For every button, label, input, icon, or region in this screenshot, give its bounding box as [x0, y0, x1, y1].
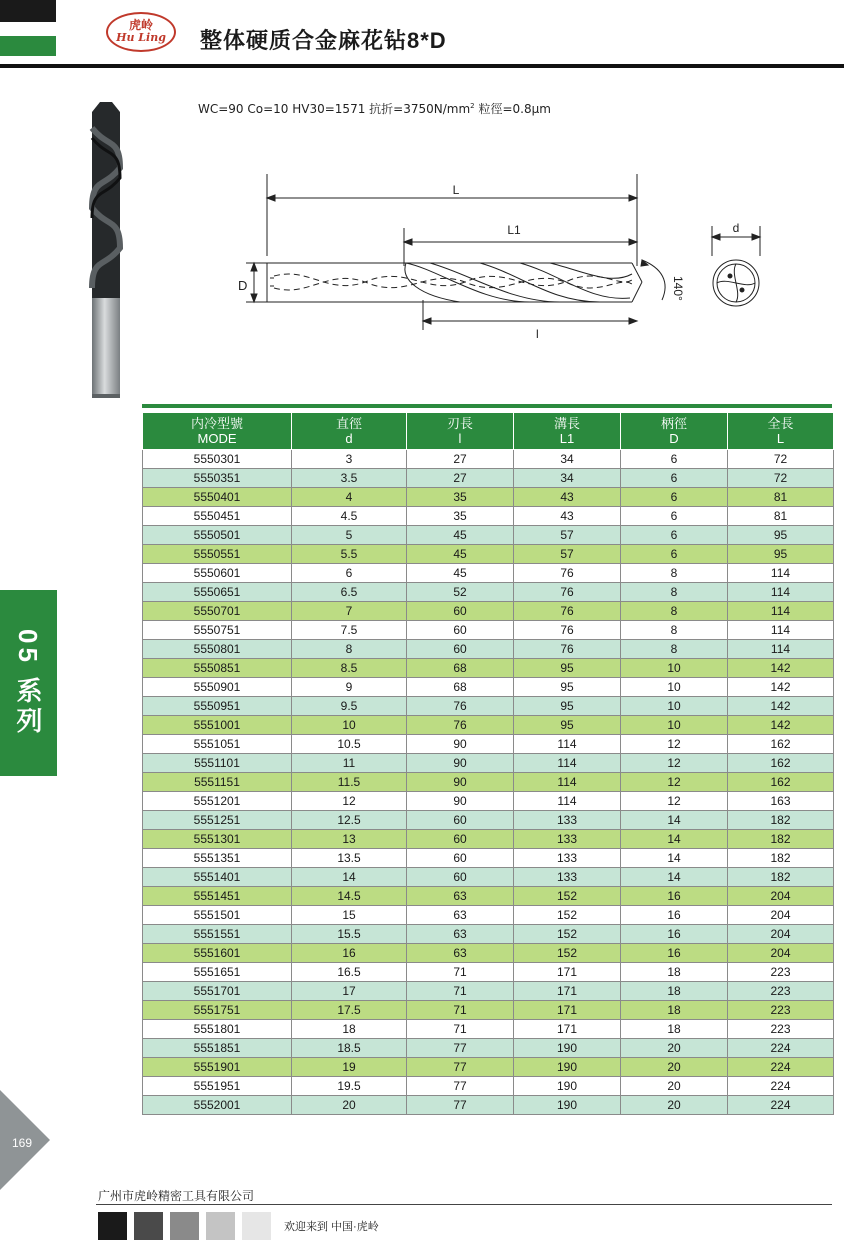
table-cell: 5551151 [143, 773, 292, 792]
table-cell: 5550551 [143, 545, 292, 564]
table-cell: 8 [621, 564, 728, 583]
table-cell: 14.5 [292, 887, 407, 906]
table-row [143, 963, 834, 982]
specs-suffix: 粒徑=0.8μm [474, 102, 551, 116]
dim-label-D: D [238, 278, 248, 293]
table-cell: 20 [621, 1077, 728, 1096]
table-cell: 5.5 [292, 545, 407, 564]
header-rule [0, 64, 844, 68]
table-cell: 16 [621, 925, 728, 944]
table-row [143, 469, 834, 488]
table-cell: 43 [514, 488, 621, 507]
table-cell: 71 [407, 1020, 514, 1039]
table-cell: 76 [407, 716, 514, 735]
table-cell: 223 [728, 1001, 834, 1020]
table-cell: 60 [407, 640, 514, 659]
table-cell: 162 [728, 773, 834, 792]
table-row [143, 944, 834, 963]
table-cell: 14 [621, 849, 728, 868]
table-cell: 90 [407, 754, 514, 773]
column-header-symbol: L [776, 431, 785, 446]
table-cell: 43 [514, 507, 621, 526]
table-cell: 90 [407, 792, 514, 811]
table-cell: 7.5 [292, 621, 407, 640]
column-header [621, 413, 728, 450]
table-cell: 171 [514, 963, 621, 982]
table-cell: 20 [621, 1096, 728, 1115]
table-row [143, 1020, 834, 1039]
table-cell: 63 [407, 887, 514, 906]
table-cell: 5551501 [143, 906, 292, 925]
table-cell: 34 [514, 469, 621, 488]
table-cell: 224 [728, 1058, 834, 1077]
table-cell: 12 [621, 735, 728, 754]
table-cell: 12 [621, 754, 728, 773]
table-cell: 114 [514, 735, 621, 754]
table-cell: 5551601 [143, 944, 292, 963]
table-cell: 18 [621, 1020, 728, 1039]
table-cell: 142 [728, 659, 834, 678]
table-cell: 60 [407, 830, 514, 849]
table-cell: 8 [621, 602, 728, 621]
table-row [143, 602, 834, 621]
table-cell: 190 [514, 1096, 621, 1115]
table-body [143, 450, 834, 1115]
table-cell: 171 [514, 1001, 621, 1020]
table-cell: 6 [621, 488, 728, 507]
logo-cn-text: 虎岭 [128, 18, 153, 32]
table-cell: 10 [621, 716, 728, 735]
table-cell: 12.5 [292, 811, 407, 830]
table-cell: 68 [407, 678, 514, 697]
table-cell: 114 [514, 773, 621, 792]
table-cell: 90 [407, 735, 514, 754]
table-row [143, 678, 834, 697]
table-cell: 152 [514, 887, 621, 906]
table-cell: 77 [407, 1096, 514, 1115]
table-row [143, 1096, 834, 1115]
table-cell: 224 [728, 1077, 834, 1096]
table-cell: 14 [621, 830, 728, 849]
table-cell: 57 [514, 526, 621, 545]
series-side-tab [0, 590, 57, 776]
table-row [143, 450, 834, 469]
table-cell: 114 [728, 583, 834, 602]
table-cell: 57 [514, 545, 621, 564]
color-swatch [170, 1212, 199, 1240]
table-cell: 5551451 [143, 887, 292, 906]
table-row [143, 621, 834, 640]
table-row [143, 545, 834, 564]
table-cell: 12 [621, 792, 728, 811]
table-cell: 15 [292, 906, 407, 925]
table-cell: 35 [407, 507, 514, 526]
specs-superscript: 2 [470, 102, 475, 110]
table-cell: 76 [514, 583, 621, 602]
table-cell: 133 [514, 868, 621, 887]
table-cell: 5550901 [143, 678, 292, 697]
table-cell: 133 [514, 811, 621, 830]
column-header [514, 413, 621, 450]
table-cell: 76 [514, 621, 621, 640]
table-cell: 133 [514, 830, 621, 849]
table-row [143, 659, 834, 678]
table-row [143, 754, 834, 773]
table-row [143, 697, 834, 716]
table-cell: 16 [621, 887, 728, 906]
table-cell: 5551951 [143, 1077, 292, 1096]
table-cell: 182 [728, 830, 834, 849]
table-cell: 5551251 [143, 811, 292, 830]
table-cell: 6 [621, 545, 728, 564]
table-cell: 182 [728, 868, 834, 887]
column-header-label: 直徑 [335, 416, 362, 431]
table-cell: 16 [621, 944, 728, 963]
table-cell: 27 [407, 450, 514, 469]
table-cell: 10 [292, 716, 407, 735]
column-header-label: 内冷型號 [190, 416, 243, 431]
column-header [728, 413, 834, 450]
table-cell: 45 [407, 526, 514, 545]
table-cell: 60 [407, 602, 514, 621]
table-cell: 77 [407, 1039, 514, 1058]
color-swatch [98, 1212, 127, 1240]
table-cell: 5551301 [143, 830, 292, 849]
table-cell: 224 [728, 1039, 834, 1058]
table-row [143, 887, 834, 906]
table-cell: 6 [621, 469, 728, 488]
column-header-symbol: d [345, 431, 353, 446]
table-row [143, 1001, 834, 1020]
table-cell: 152 [514, 906, 621, 925]
table-cell: 3.5 [292, 469, 407, 488]
table-cell: 5550301 [143, 450, 292, 469]
table-cell: 63 [407, 925, 514, 944]
table-cell: 5551351 [143, 849, 292, 868]
table-cell: 95 [514, 659, 621, 678]
table-cell: 171 [514, 1020, 621, 1039]
table-cell: 52 [407, 583, 514, 602]
drill-diagram [230, 170, 790, 350]
table-cell: 7 [292, 602, 407, 621]
table-cell: 95 [514, 678, 621, 697]
column-header-symbol: MODE [197, 431, 237, 446]
table-cell: 10 [621, 659, 728, 678]
footer-rule [96, 1204, 832, 1205]
table-cell: 16 [292, 944, 407, 963]
table-cell: 77 [407, 1058, 514, 1077]
table-cell: 77 [407, 1077, 514, 1096]
table-cell: 190 [514, 1077, 621, 1096]
table-cell: 14 [292, 868, 407, 887]
table-cell: 76 [514, 564, 621, 583]
table-row [143, 640, 834, 659]
table-cell: 5552001 [143, 1096, 292, 1115]
table-cell: 142 [728, 678, 834, 697]
table-cell: 8 [621, 621, 728, 640]
table-cell: 12 [621, 773, 728, 792]
table-cell: 163 [728, 792, 834, 811]
table-row [143, 583, 834, 602]
table-cell: 20 [292, 1096, 407, 1115]
table-row [143, 773, 834, 792]
table-cell: 152 [514, 925, 621, 944]
specs-text: WC=90 Co=10 HV30=1571 抗折=3750N/mm [198, 102, 471, 116]
table-cell: 5551801 [143, 1020, 292, 1039]
dim-label-L: L [452, 183, 460, 197]
table-cell: 12 [292, 792, 407, 811]
column-header-symbol: l [458, 431, 462, 446]
table-cell: 5550501 [143, 526, 292, 545]
table-cell: 13.5 [292, 849, 407, 868]
drill-photo [78, 98, 134, 400]
color-swatch [134, 1212, 163, 1240]
table-cell: 114 [728, 564, 834, 583]
table-cell: 223 [728, 982, 834, 1001]
table-cell: 71 [407, 963, 514, 982]
table-cell: 5551051 [143, 735, 292, 754]
table-cell: 9 [292, 678, 407, 697]
series-label: 05 系列 [13, 628, 43, 738]
table-cell: 45 [407, 545, 514, 564]
header-black-bar [0, 0, 56, 22]
table-cell: 114 [514, 754, 621, 773]
table-cell: 6 [621, 526, 728, 545]
table-cell: 5550601 [143, 564, 292, 583]
table-cell: 204 [728, 887, 834, 906]
dim-label-L1: L1 [507, 223, 521, 237]
table-row [143, 1058, 834, 1077]
table-cell: 114 [728, 640, 834, 659]
table-cell: 18 [292, 1020, 407, 1039]
table-cell: 81 [728, 507, 834, 526]
table-cell: 60 [407, 811, 514, 830]
table-cell: 5550751 [143, 621, 292, 640]
table-cell: 5550851 [143, 659, 292, 678]
table-cell: 190 [514, 1039, 621, 1058]
table-cell: 142 [728, 716, 834, 735]
table-cell: 162 [728, 735, 834, 754]
table-cell: 190 [514, 1058, 621, 1077]
spec-table [142, 412, 834, 1115]
table-cell: 95 [728, 526, 834, 545]
table-cell: 6 [621, 450, 728, 469]
table-row [143, 925, 834, 944]
table-cell: 5551551 [143, 925, 292, 944]
table-cell: 6 [292, 564, 407, 583]
table-cell: 16.5 [292, 963, 407, 982]
page-number: 169 [12, 1136, 33, 1150]
dim-label-angle: 140° [671, 276, 685, 301]
table-cell: 4.5 [292, 507, 407, 526]
page-title: 整体硬质合金麻花钻8*D [200, 28, 447, 53]
table-row [143, 811, 834, 830]
table-cell: 114 [728, 602, 834, 621]
table-cell: 5 [292, 526, 407, 545]
table-cell: 19.5 [292, 1077, 407, 1096]
table-top-rule [142, 404, 832, 408]
table-cell: 5550951 [143, 697, 292, 716]
table-cell: 8.5 [292, 659, 407, 678]
table-cell: 133 [514, 849, 621, 868]
color-swatch [206, 1212, 235, 1240]
table-cell: 11.5 [292, 773, 407, 792]
table-row [143, 564, 834, 583]
table-cell: 224 [728, 1096, 834, 1115]
table-cell: 223 [728, 1020, 834, 1039]
table-cell: 5551001 [143, 716, 292, 735]
table-cell: 60 [407, 868, 514, 887]
table-cell: 3 [292, 450, 407, 469]
table-cell: 20 [621, 1058, 728, 1077]
table-cell: 142 [728, 697, 834, 716]
table-header-row [143, 413, 834, 450]
table-cell: 60 [407, 621, 514, 640]
column-header-label: 柄徑 [660, 416, 687, 431]
table-cell: 34 [514, 450, 621, 469]
table-row [143, 792, 834, 811]
table-cell: 204 [728, 925, 834, 944]
table-cell: 182 [728, 811, 834, 830]
table-cell: 6 [621, 507, 728, 526]
table-cell: 10 [621, 697, 728, 716]
table-cell: 15.5 [292, 925, 407, 944]
table-cell: 114 [514, 792, 621, 811]
table-cell: 5551201 [143, 792, 292, 811]
table-cell: 76 [514, 640, 621, 659]
table-cell: 95 [514, 716, 621, 735]
table-cell: 13 [292, 830, 407, 849]
table-cell: 8 [621, 583, 728, 602]
table-cell: 114 [728, 621, 834, 640]
table-row [143, 488, 834, 507]
table-row [143, 507, 834, 526]
table-cell: 45 [407, 564, 514, 583]
welcome-text: 欢迎来到 中国·虎岭 [284, 1221, 379, 1233]
table-cell: 5551701 [143, 982, 292, 1001]
table-cell: 76 [407, 697, 514, 716]
table-cell: 72 [728, 450, 834, 469]
table-row [143, 735, 834, 754]
table-cell: 60 [407, 849, 514, 868]
table-cell: 18.5 [292, 1039, 407, 1058]
table-cell: 72 [728, 469, 834, 488]
table-cell: 10 [621, 678, 728, 697]
table-cell: 81 [728, 488, 834, 507]
table-cell: 18 [621, 963, 728, 982]
table-cell: 8 [292, 640, 407, 659]
table-cell: 63 [407, 906, 514, 925]
table-row [143, 526, 834, 545]
header-green-bar [0, 36, 56, 56]
table-cell: 18 [621, 982, 728, 1001]
material-specs [198, 100, 551, 117]
table-cell: 10.5 [292, 735, 407, 754]
table-cell: 5551901 [143, 1058, 292, 1077]
table-cell: 223 [728, 963, 834, 982]
table-cell: 152 [514, 944, 621, 963]
table-cell: 171 [514, 982, 621, 1001]
table-cell: 63 [407, 944, 514, 963]
table-cell: 5550451 [143, 507, 292, 526]
table-cell: 5550801 [143, 640, 292, 659]
table-cell: 90 [407, 773, 514, 792]
table-row [143, 1039, 834, 1058]
table-cell: 95 [514, 697, 621, 716]
table-cell: 5551851 [143, 1039, 292, 1058]
table-cell: 35 [407, 488, 514, 507]
table-cell: 5551101 [143, 754, 292, 773]
table-cell: 14 [621, 868, 728, 887]
company-name: 广州市虎岭精密工具有限公司 [98, 1189, 255, 1203]
dim-label-d: d [732, 221, 740, 235]
column-header-label: 溝長 [553, 416, 580, 431]
table-cell: 18 [621, 1001, 728, 1020]
column-header-symbol: D [669, 431, 679, 446]
table-cell: 4 [292, 488, 407, 507]
table-cell: 5551651 [143, 963, 292, 982]
table-row [143, 716, 834, 735]
table-cell: 5550401 [143, 488, 292, 507]
table-cell: 5550701 [143, 602, 292, 621]
table-cell: 95 [728, 545, 834, 564]
column-header-label: 刃長 [446, 416, 473, 431]
logo-en-text: Hu Ling [116, 31, 166, 44]
table-cell: 182 [728, 849, 834, 868]
dim-label-l: l [536, 327, 539, 341]
table-cell: 68 [407, 659, 514, 678]
table-cell: 27 [407, 469, 514, 488]
table-cell: 6.5 [292, 583, 407, 602]
table-cell: 162 [728, 754, 834, 773]
table-cell: 16 [621, 906, 728, 925]
table-cell: 204 [728, 906, 834, 925]
table-cell: 204 [728, 944, 834, 963]
table-row [143, 1077, 834, 1096]
color-swatch [242, 1212, 271, 1240]
table-cell: 76 [514, 602, 621, 621]
table-cell: 8 [621, 640, 728, 659]
brand-logo [106, 12, 176, 52]
table-row [143, 982, 834, 1001]
table-cell: 5550351 [143, 469, 292, 488]
table-row [143, 849, 834, 868]
column-header [143, 413, 292, 450]
table-cell: 5551401 [143, 868, 292, 887]
table-cell: 14 [621, 811, 728, 830]
column-header [292, 413, 407, 450]
table-cell: 19 [292, 1058, 407, 1077]
column-header-label: 全長 [767, 416, 794, 431]
table-cell: 5551751 [143, 1001, 292, 1020]
column-header [407, 413, 514, 450]
table-row [143, 906, 834, 925]
table-cell: 9.5 [292, 697, 407, 716]
table-cell: 71 [407, 1001, 514, 1020]
table-cell: 11 [292, 754, 407, 773]
table-cell: 71 [407, 982, 514, 1001]
table-cell: 5550651 [143, 583, 292, 602]
table-cell: 17 [292, 982, 407, 1001]
column-header-symbol: L1 [559, 431, 575, 446]
table-cell: 20 [621, 1039, 728, 1058]
table-row [143, 830, 834, 849]
table-row [143, 868, 834, 887]
table-cell: 17.5 [292, 1001, 407, 1020]
